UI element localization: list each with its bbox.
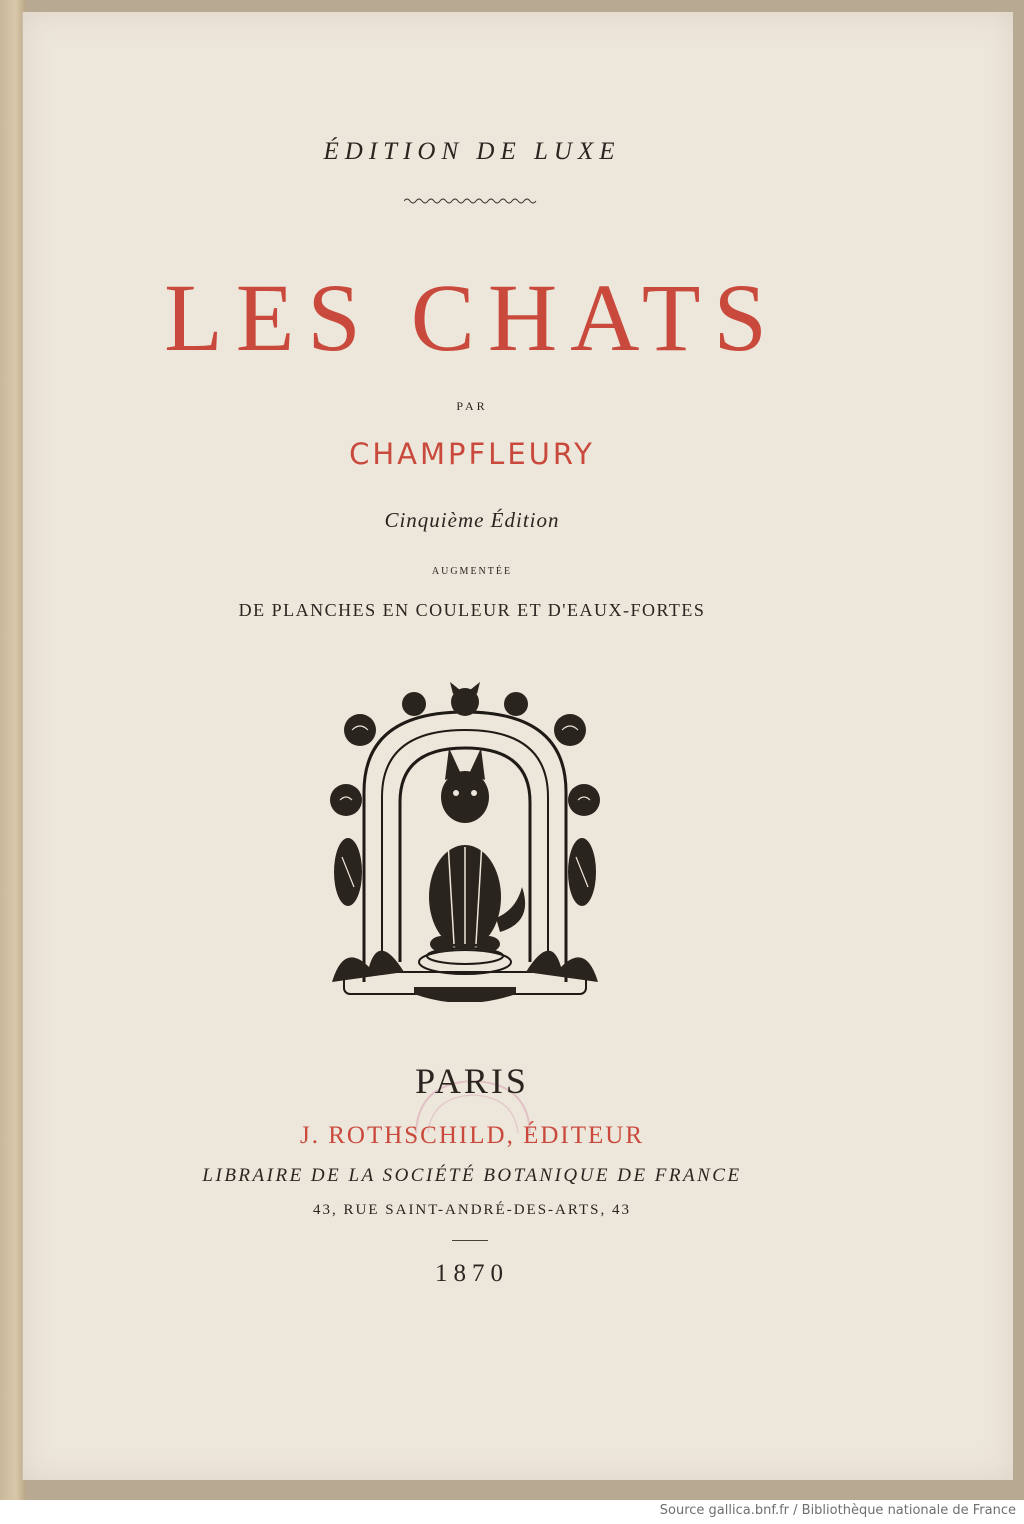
book-title: LES CHATS bbox=[164, 264, 780, 371]
wavy-rule-icon bbox=[404, 196, 538, 206]
augmentee-label: AUGMENTÉE bbox=[431, 566, 513, 577]
publication-year: 1870 bbox=[435, 1260, 509, 1287]
cat-vignette-icon bbox=[324, 682, 606, 1002]
short-divider bbox=[452, 1240, 488, 1241]
source-credit: Source gallica.bnf.fr / Bibliothèque nationale de France bbox=[659, 1503, 1016, 1518]
author-name: CHAMPFLEURY bbox=[349, 437, 595, 471]
edition-line: ÉDITION DE LUXE bbox=[323, 138, 621, 165]
address-line: 43, RUE SAINT-ANDRÉ-DES-ARTS, 43 bbox=[313, 1202, 631, 1218]
par-label: PAR bbox=[456, 399, 488, 413]
city: PARIS bbox=[415, 1061, 529, 1101]
edition-number: Cinquième Édition bbox=[384, 508, 560, 532]
publisher: J. ROTHSCHILD, ÉDITEUR bbox=[300, 1122, 644, 1149]
libraire-line: LIBRAIRE DE LA SOCIÉTÉ BOTANIQUE DE FRANCE bbox=[202, 1165, 742, 1186]
planches-line: DE PLANCHES EN COULEUR ET D'EAUX-FORTES bbox=[238, 600, 706, 620]
